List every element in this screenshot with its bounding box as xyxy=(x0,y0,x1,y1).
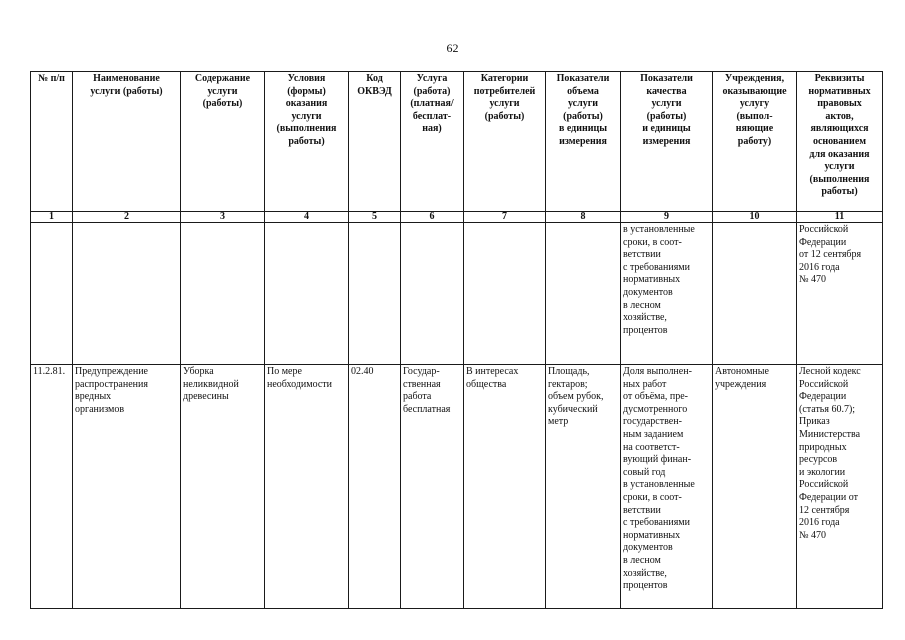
header-content: Содержание услуги (работы) xyxy=(181,72,265,212)
consumer-category: В интересах общества xyxy=(464,365,546,609)
empty-cell xyxy=(73,223,181,365)
service-name: Предупреждение распространения вредных организмов xyxy=(73,365,181,609)
header-consumers: Категории потребителей услуги (работы) xyxy=(464,72,546,212)
header-okved: Код ОКВЭД xyxy=(349,72,401,212)
column-number: 3 xyxy=(181,212,265,223)
legal-acts: Лесной кодекс Российской Федерации (статья 60.7); Приказ Министерства природных ресурсов и экологии Российской Федерации от 12 сентября 2016 года № 470 xyxy=(797,365,883,609)
header-volume: Показатели объема услуги (работы) в единицы измерения xyxy=(546,72,621,212)
header-paid: Услуга (работа) (платная/ бесплат- ная) xyxy=(401,72,464,212)
empty-cell xyxy=(265,223,349,365)
quality-indicators: Доля выполнен- ных работ от объёма, пре- дусмотренного государствен- ным заданием на соответст- вующий финан- совый год в установленные сроки, в соот- ветствии с требованиями нормативных документов в лесном хозяйстве, процентов xyxy=(621,365,713,609)
header-no: № п/п xyxy=(31,72,73,212)
column-number: 1 xyxy=(31,212,73,223)
institutions: Автономные учреждения xyxy=(713,365,797,609)
header-quality: Показатели качества услуги (работы) и единицы измерения xyxy=(621,72,713,212)
paid-status: Государ- ственная работа бесплатная xyxy=(401,365,464,609)
header-legal: Реквизиты нормативных правовых актов, являющихся основанием для оказания услуги (выполнения работы) xyxy=(797,72,883,212)
empty-cell xyxy=(181,223,265,365)
column-number: 10 xyxy=(713,212,797,223)
page-number: 62 xyxy=(446,41,459,55)
column-number: 9 xyxy=(621,212,713,223)
column-number: 5 xyxy=(349,212,401,223)
continued-legal-text: Российской Федерации от 12 сентября 2016 года № 470 xyxy=(797,223,883,365)
header-institutions: Учреждения, оказывающие услугу (выпол- няющие работу) xyxy=(713,72,797,212)
column-number: 7 xyxy=(464,212,546,223)
column-number: 11 xyxy=(797,212,883,223)
header-service-name: Наименование услуги (работы) xyxy=(73,72,181,212)
column-number: 4 xyxy=(265,212,349,223)
empty-cell xyxy=(713,223,797,365)
empty-cell xyxy=(401,223,464,365)
column-number-row xyxy=(31,212,883,223)
row-number: 11.2.81. xyxy=(31,365,73,609)
header-row xyxy=(31,72,883,212)
header-conditions: Условия (формы) оказания услуги (выполнения работы) xyxy=(265,72,349,212)
column-number: 2 xyxy=(73,212,181,223)
empty-cell xyxy=(31,223,73,365)
services-table xyxy=(30,71,883,609)
empty-cell xyxy=(464,223,546,365)
okved-code: 02.40 xyxy=(349,365,401,609)
continued-quality-text: в установленные сроки, в соот- ветствии с требованиями нормативных документов в лесном хозяйстве, процентов xyxy=(621,223,713,365)
table-row xyxy=(31,365,883,609)
column-number: 8 xyxy=(546,212,621,223)
empty-cell xyxy=(349,223,401,365)
column-number: 6 xyxy=(401,212,464,223)
continuation-row xyxy=(31,223,883,365)
service-conditions: По мере необходимости xyxy=(265,365,349,609)
volume-indicators: Площадь, гектаров; объем рубок, кубический метр xyxy=(546,365,621,609)
empty-cell xyxy=(546,223,621,365)
service-content: Уборка неликвидной древесины xyxy=(181,365,265,609)
